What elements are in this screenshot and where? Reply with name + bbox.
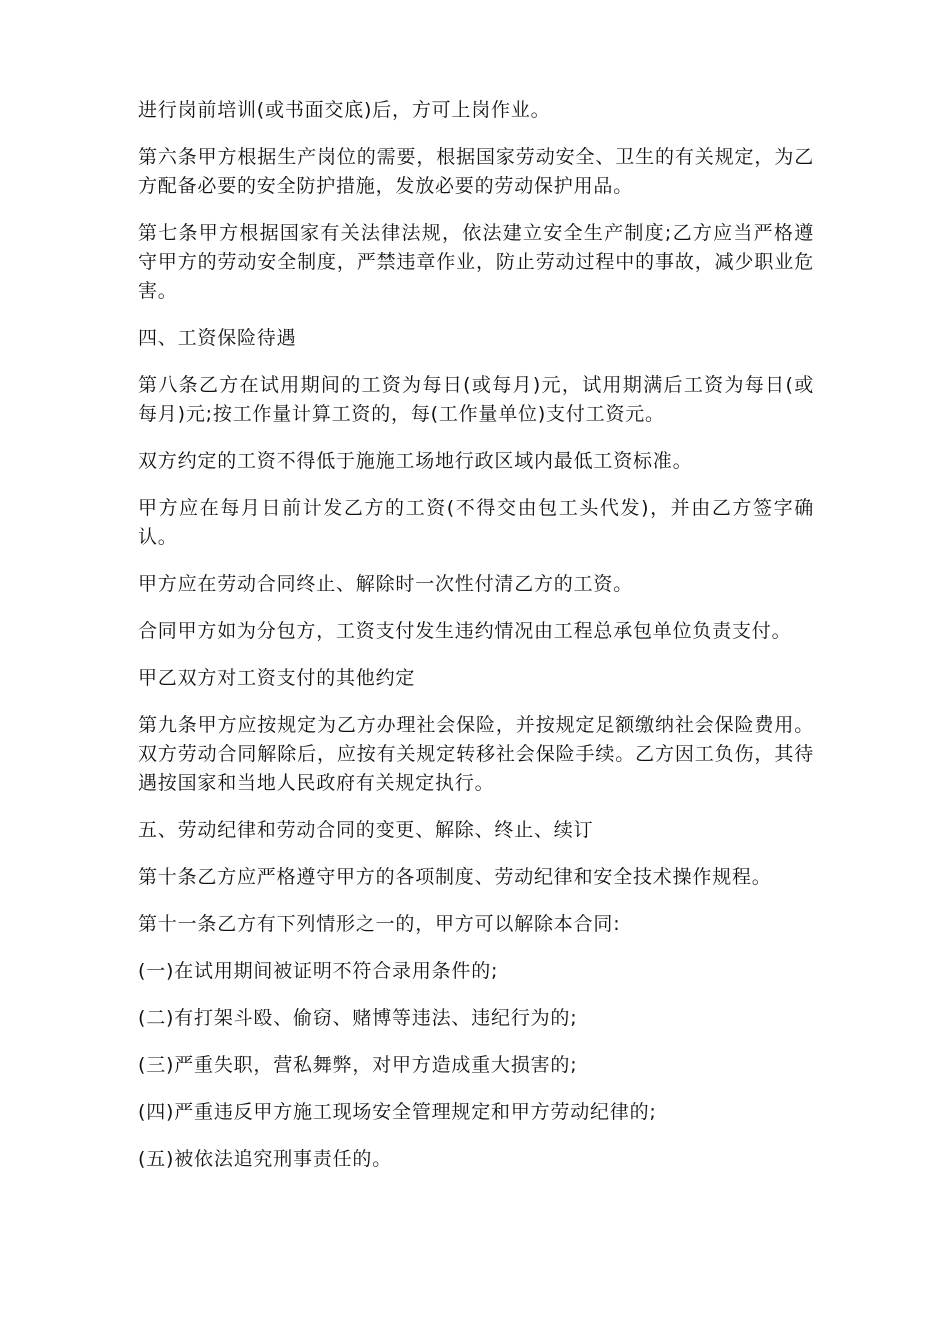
list-item-5: (五)被依法追究刑事责任的。	[138, 1148, 393, 1170]
section-heading-discipline: 五、劳动纪律和劳动合同的变更、解除、终止、续订	[138, 819, 594, 841]
paragraph-article-9: 第九条甲方应按规定为乙方办理社会保险，并按规定足额缴纳社会保险费用。双方劳动合同解除后，应按有关规定转移社会保险手续。乙方因工负伤，其待遇按国家和当地人民政府有关规定执行。	[138, 714, 814, 794]
list-item-2: (二)有打架斗殴、偷窃、赌博等违法、违纪行为的;	[138, 1007, 578, 1029]
paragraph-article-8: 第八条乙方在试用期间的工资为每日(或每月)元，试用期满后工资为每日(或每月)元;按工作量计算工资的，每(工作量单位)支付工资元。	[138, 374, 814, 425]
paragraph-article-11: 第十一条乙方有下列情形之一的，甲方可以解除本合同:	[138, 913, 621, 935]
paragraph-monthly-pay: 甲方应在每月日前计发乙方的工资(不得交由包工头代发)，并由乙方签字确认。	[138, 497, 814, 548]
paragraph-subcontractor: 合同甲方如为分包方，工资支付发生违约情况由工程总承包单位负责支付。	[138, 620, 792, 642]
list-item-4: (四)严重违反甲方施工现场安全管理规定和甲方劳动纪律的;	[138, 1101, 657, 1123]
paragraph-minimum-wage: 双方约定的工资不得低于施施工场地行政区域内最低工资标准。	[138, 450, 693, 472]
paragraph-final-pay: 甲方应在劳动合同终止、解除时一次性付清乙方的工资。	[138, 573, 634, 595]
paragraph-training: 进行岗前培训(或书面交底)后，方可上岗作业。	[138, 99, 551, 121]
paragraph-other-agreements: 甲乙双方对工资支付的其他约定	[138, 667, 416, 689]
list-item-1: (一)在试用期间被证明不符合录用条件的;	[138, 960, 499, 982]
paragraph-article-7: 第七条甲方根据国家有关法律法规，依法建立安全生产制度;乙方应当严格遵守甲方的劳动安全制度，严禁违章作业，防止劳动过程中的事故，减少职业危害。	[138, 222, 814, 302]
paragraph-article-6: 第六条甲方根据生产岗位的需要，根据国家劳动安全、卫生的有关规定，为乙方配备必要的安全防护措施，发放必要的劳动保护用品。	[138, 146, 814, 197]
paragraph-article-10: 第十条乙方应严格遵守甲方的各项制度、劳动纪律和安全技术操作规程。	[138, 866, 772, 888]
document-body	[138, 96, 814, 1192]
section-heading-wages: 四、工资保险待遇	[138, 327, 297, 349]
list-item-3: (三)严重失职，营私舞弊，对甲方造成重大损害的;	[138, 1054, 578, 1076]
